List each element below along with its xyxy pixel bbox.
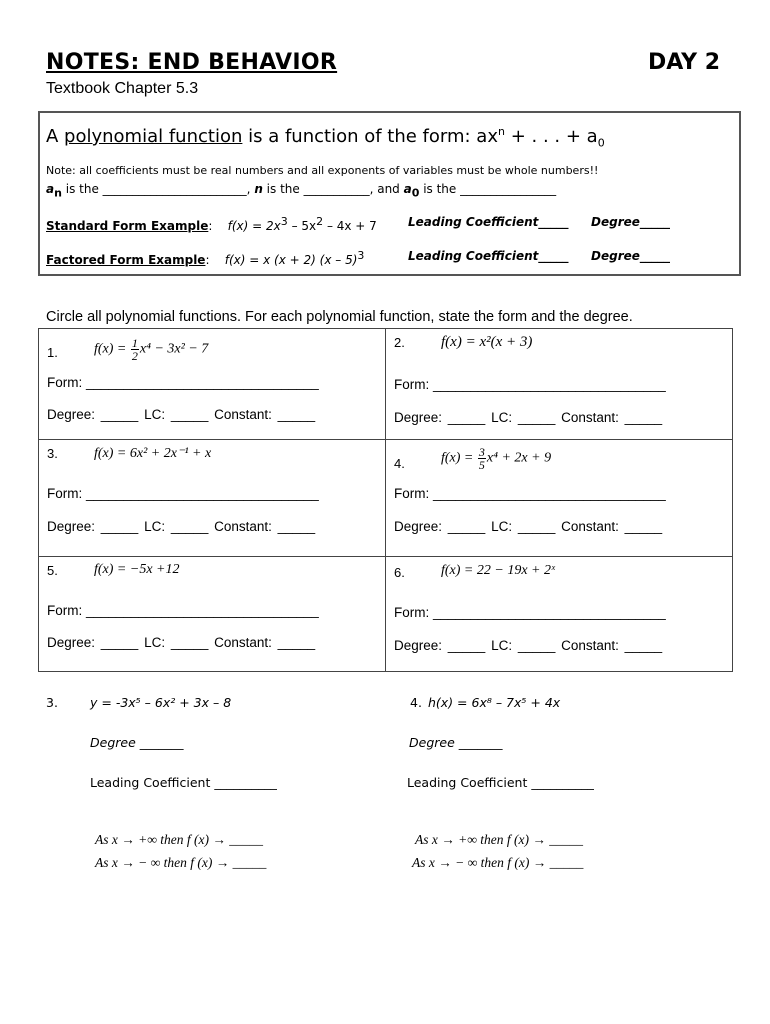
problem-2-expr: f(x) = x²(x + 3) xyxy=(441,334,533,350)
definition-line: A polynomial function is a function of the form: $ax^n$ + . . . + $a_0$ xyxy=(46,125,605,150)
problem-3-expr: f(x) = 6x² + 2x⁻¹ + x xyxy=(94,446,212,461)
question-4-degree: Degree _______ xyxy=(409,735,503,750)
problem-cell-2: 2. f(x) = x²(x + 3) Form: _______________________________ Degree: _____ LC: _____ Constant: _____ xyxy=(386,329,733,440)
question-3-neg-inf: As x → − ∞ then f (x) → _____ xyxy=(95,855,267,870)
subtitle: Textbook Chapter 5.3 xyxy=(46,80,199,97)
question-4-pos-inf: As x → +∞ then f (x) → _____ xyxy=(415,832,583,847)
question-3-expr: y = -3x⁵ – 6x² + 3x – 8 xyxy=(90,695,232,710)
question-3-lc: Leading Coefficient __________ xyxy=(90,775,277,790)
definition-term: polynomial function xyxy=(64,126,243,147)
problem-cell-1: 1. f(x) = $\frac{1}{2}$ x⁴ − 3x² − 7 Form: _______________________________ Degree: _____ LC: _____ Constant: _____ xyxy=(39,329,386,440)
standard-form-example: Standard Form Example: $f(x) = 2x^3 - 5x^2 - 4x + 7$ Leading Coefficient_____ Degree_____ xyxy=(46,215,670,233)
instructions: Circle all polynomial functions. For each polynomial function, state the form and the degree. xyxy=(46,309,633,325)
question-4-number: 4. xyxy=(410,695,422,710)
problem-cell-4: 4. f(x) = $\frac{3}{5}$ x⁴ + 2x + 9 Form: _______________________________ Degree: _____ LC: _____ Constant: _____ xyxy=(386,440,733,557)
problem-cell-3: 3. f(x) = 6x² + 2x⁻¹ + x Form: _______________________________ Degree: _____ LC: _____ Constant: _____ xyxy=(39,440,386,557)
question-4-expr: h(x) = 6x⁸ – 7x⁵ + 4x xyxy=(428,695,561,710)
page-title: NOTES: END BEHAVIOR xyxy=(46,50,338,75)
problem-5-expr: f(x) = −5x +12 xyxy=(94,562,180,577)
problems-table xyxy=(38,328,733,672)
problem-cell-5: 5. f(x) = −5x +12 Form: _______________________________ Degree: _____ LC: _____ Constant: _____ xyxy=(39,557,386,672)
definition-note: Note: all coefficients must be real numbers and all exponents of variables must be whole numbers!! xyxy=(46,164,599,177)
question-3-degree: Degree _______ xyxy=(90,735,184,750)
problem-cell-6: 6. f(x) = 22 − 19x + 2ˣ Form: _______________________________ Degree: _____ LC: _____ Constant: _____ xyxy=(386,557,733,672)
question-3-number: 3. xyxy=(46,695,58,710)
problem-1-expr: f(x) = $\frac{1}{2}$ x⁴ − 3x² − 7 xyxy=(94,336,209,363)
question-4-lc: Leading Coefficient __________ xyxy=(407,775,594,790)
question-3-pos-inf: As x → +∞ then f (x) → _____ xyxy=(95,832,263,847)
day-label: DAY 2 xyxy=(648,50,721,75)
problem-4-expr: f(x) = $\frac{3}{5}$ x⁴ + 2x + 9 xyxy=(441,445,552,472)
definition-blanks: $a_n$ is the ________________________, n is the ___________, and $a_0$ is the ________________ xyxy=(46,182,557,200)
problem-6-expr: f(x) = 22 − 19x + 2ˣ xyxy=(441,563,555,578)
factored-form-example: Factored Form Example: f(x) = x (x + 2) (x – 5)$^3$ Leading Coefficient_____ Degree_____ xyxy=(46,249,670,267)
question-4-neg-inf: As x → − ∞ then f (x) → _____ xyxy=(412,855,584,870)
